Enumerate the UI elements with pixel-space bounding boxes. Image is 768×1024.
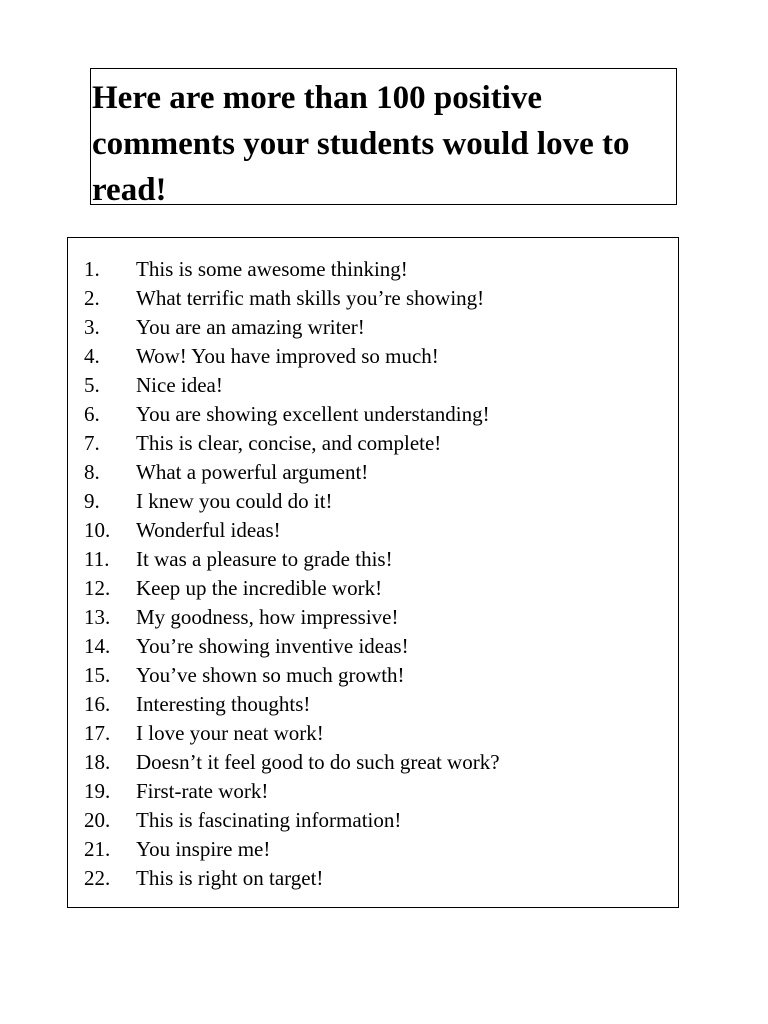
list-item-text: This is fascinating information!	[136, 808, 402, 832]
list-item-number: 18.	[84, 750, 111, 774]
page-title: Here are more than 100 positive comments your students would love to read!	[92, 80, 630, 208]
list-item	[84, 255, 500, 284]
list-item-text: Wonderful ideas!	[136, 518, 281, 542]
list-item-text: You are showing excellent understanding!	[136, 402, 490, 426]
list-item	[84, 284, 500, 313]
comment-list	[84, 255, 500, 893]
list-item-number: 4.	[84, 344, 100, 368]
list-item-text: It was a pleasure to grade this!	[136, 547, 393, 571]
list-item-number: 6.	[84, 402, 100, 426]
list-item-number: 12.	[84, 576, 111, 600]
list-item	[84, 371, 500, 400]
list-item-text: Nice idea!	[136, 373, 223, 397]
list-item	[84, 545, 500, 574]
list-item-number: 9.	[84, 489, 100, 513]
list-item-number: 8.	[84, 460, 100, 484]
list-item-number: 1.	[84, 257, 100, 281]
list-item	[84, 661, 500, 690]
list-item-text: You inspire me!	[136, 837, 271, 861]
list-item-text: This is some awesome thinking!	[136, 257, 408, 281]
list-item-number: 14.	[84, 634, 111, 658]
list-item-text: I love your neat work!	[136, 721, 324, 745]
list-item-text: This is clear, concise, and complete!	[136, 431, 442, 455]
list-item-number: 20.	[84, 808, 111, 832]
list-item	[84, 632, 500, 661]
list-item-text: I knew you could do it!	[136, 489, 333, 513]
list-item-text: You are an amazing writer!	[136, 315, 365, 339]
list-item	[84, 835, 500, 864]
list-item-number: 19.	[84, 779, 111, 803]
list-item-text: You’re showing inventive ideas!	[136, 634, 409, 658]
list-item	[84, 429, 500, 458]
list-item-number: 17.	[84, 721, 111, 745]
list-item	[84, 516, 500, 545]
list-item-number: 15.	[84, 663, 111, 687]
list-item	[84, 748, 500, 777]
list-item-number: 21.	[84, 837, 111, 861]
list-item-number: 16.	[84, 692, 111, 716]
list-item	[84, 313, 500, 342]
list-item-text: What a powerful argument!	[136, 460, 369, 484]
list-item-text: First-rate work!	[136, 779, 269, 803]
list-item-number: 3.	[84, 315, 100, 339]
list-item-text: You’ve shown so much growth!	[136, 663, 405, 687]
list-item	[84, 458, 500, 487]
list-item-number: 10.	[84, 518, 111, 542]
list-item	[84, 806, 500, 835]
list-item	[84, 719, 500, 748]
list-item-text: My goodness, how impressive!	[136, 605, 399, 629]
list-item	[84, 574, 500, 603]
list-item-number: 11.	[84, 547, 110, 571]
list-item-text: Doesn’t it feel good to do such great work?	[136, 750, 500, 774]
list-item-number: 5.	[84, 373, 100, 397]
list-item-number: 7.	[84, 431, 100, 455]
list-item	[84, 342, 500, 371]
list-item-number: 22.	[84, 866, 111, 890]
list-item-text: Interesting thoughts!	[136, 692, 311, 716]
list-item-text: This is right on target!	[136, 866, 324, 890]
list-item-text: Wow! You have improved so much!	[136, 344, 439, 368]
list-item-text: What terrific math skills you’re showing!	[136, 286, 485, 310]
list-item	[84, 603, 500, 632]
title-box	[90, 68, 677, 208]
list-item	[84, 777, 500, 806]
list-item-number: 2.	[84, 286, 100, 310]
list-item-text: Keep up the incredible work!	[136, 576, 383, 600]
list-item	[84, 690, 500, 719]
list-item	[84, 864, 500, 893]
list-item	[84, 400, 500, 429]
list-item-number: 13.	[84, 605, 111, 629]
list-item	[84, 487, 500, 516]
comments-box	[67, 237, 679, 908]
